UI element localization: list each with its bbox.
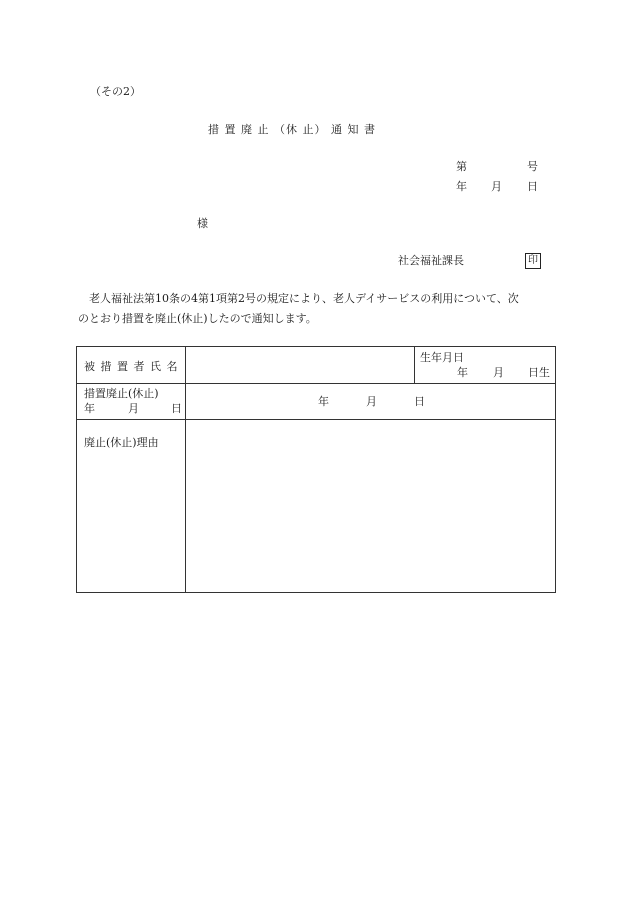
- suspension-value-day: 日: [414, 395, 425, 408]
- birthdate-divider: [414, 347, 415, 383]
- suspension-label-day: 日: [171, 402, 182, 415]
- form-number: （その2）: [90, 85, 141, 98]
- birthdate-month: 月: [493, 366, 504, 379]
- suspension-reason-label: 廃止(休止)理由: [84, 436, 159, 449]
- suspension-value-year: 年: [318, 395, 329, 408]
- date-year: 年: [456, 180, 467, 193]
- issuer-title: 社会福祉課長: [398, 254, 464, 267]
- suspension-label-month: 月: [128, 402, 139, 415]
- row-divider-2: [77, 419, 555, 420]
- birthdate-year: 年: [457, 366, 468, 379]
- document-title: 措 置 廃 止 （休 止） 通 知 書: [208, 123, 376, 136]
- number-prefix: 第: [456, 160, 467, 173]
- number-suffix: 号: [527, 160, 538, 173]
- addressee-suffix: 様: [197, 217, 208, 230]
- insured-name-label: 被 措 置 者 氏 名: [84, 360, 179, 373]
- date-day: 日: [527, 180, 538, 193]
- suspension-value-month: 月: [366, 395, 377, 408]
- suspension-date-label: 措置廃止(休止): [84, 387, 159, 400]
- suspension-label-year: 年: [84, 402, 95, 415]
- birthdate-label: 生年月日: [420, 351, 464, 364]
- row-divider-1: [77, 383, 555, 384]
- notice-form-table: [76, 346, 556, 593]
- body-text-line-2: のとおり措置を廃止(休止)したので通知します。: [78, 312, 317, 325]
- birthdate-day: 日生: [528, 366, 550, 379]
- body-text-line-1: 老人福祉法第10条の4第1項第2号の規定により、老人デイサービスの利用について、次: [89, 292, 519, 305]
- seal-mark: 印: [525, 253, 541, 269]
- date-month: 月: [491, 180, 502, 193]
